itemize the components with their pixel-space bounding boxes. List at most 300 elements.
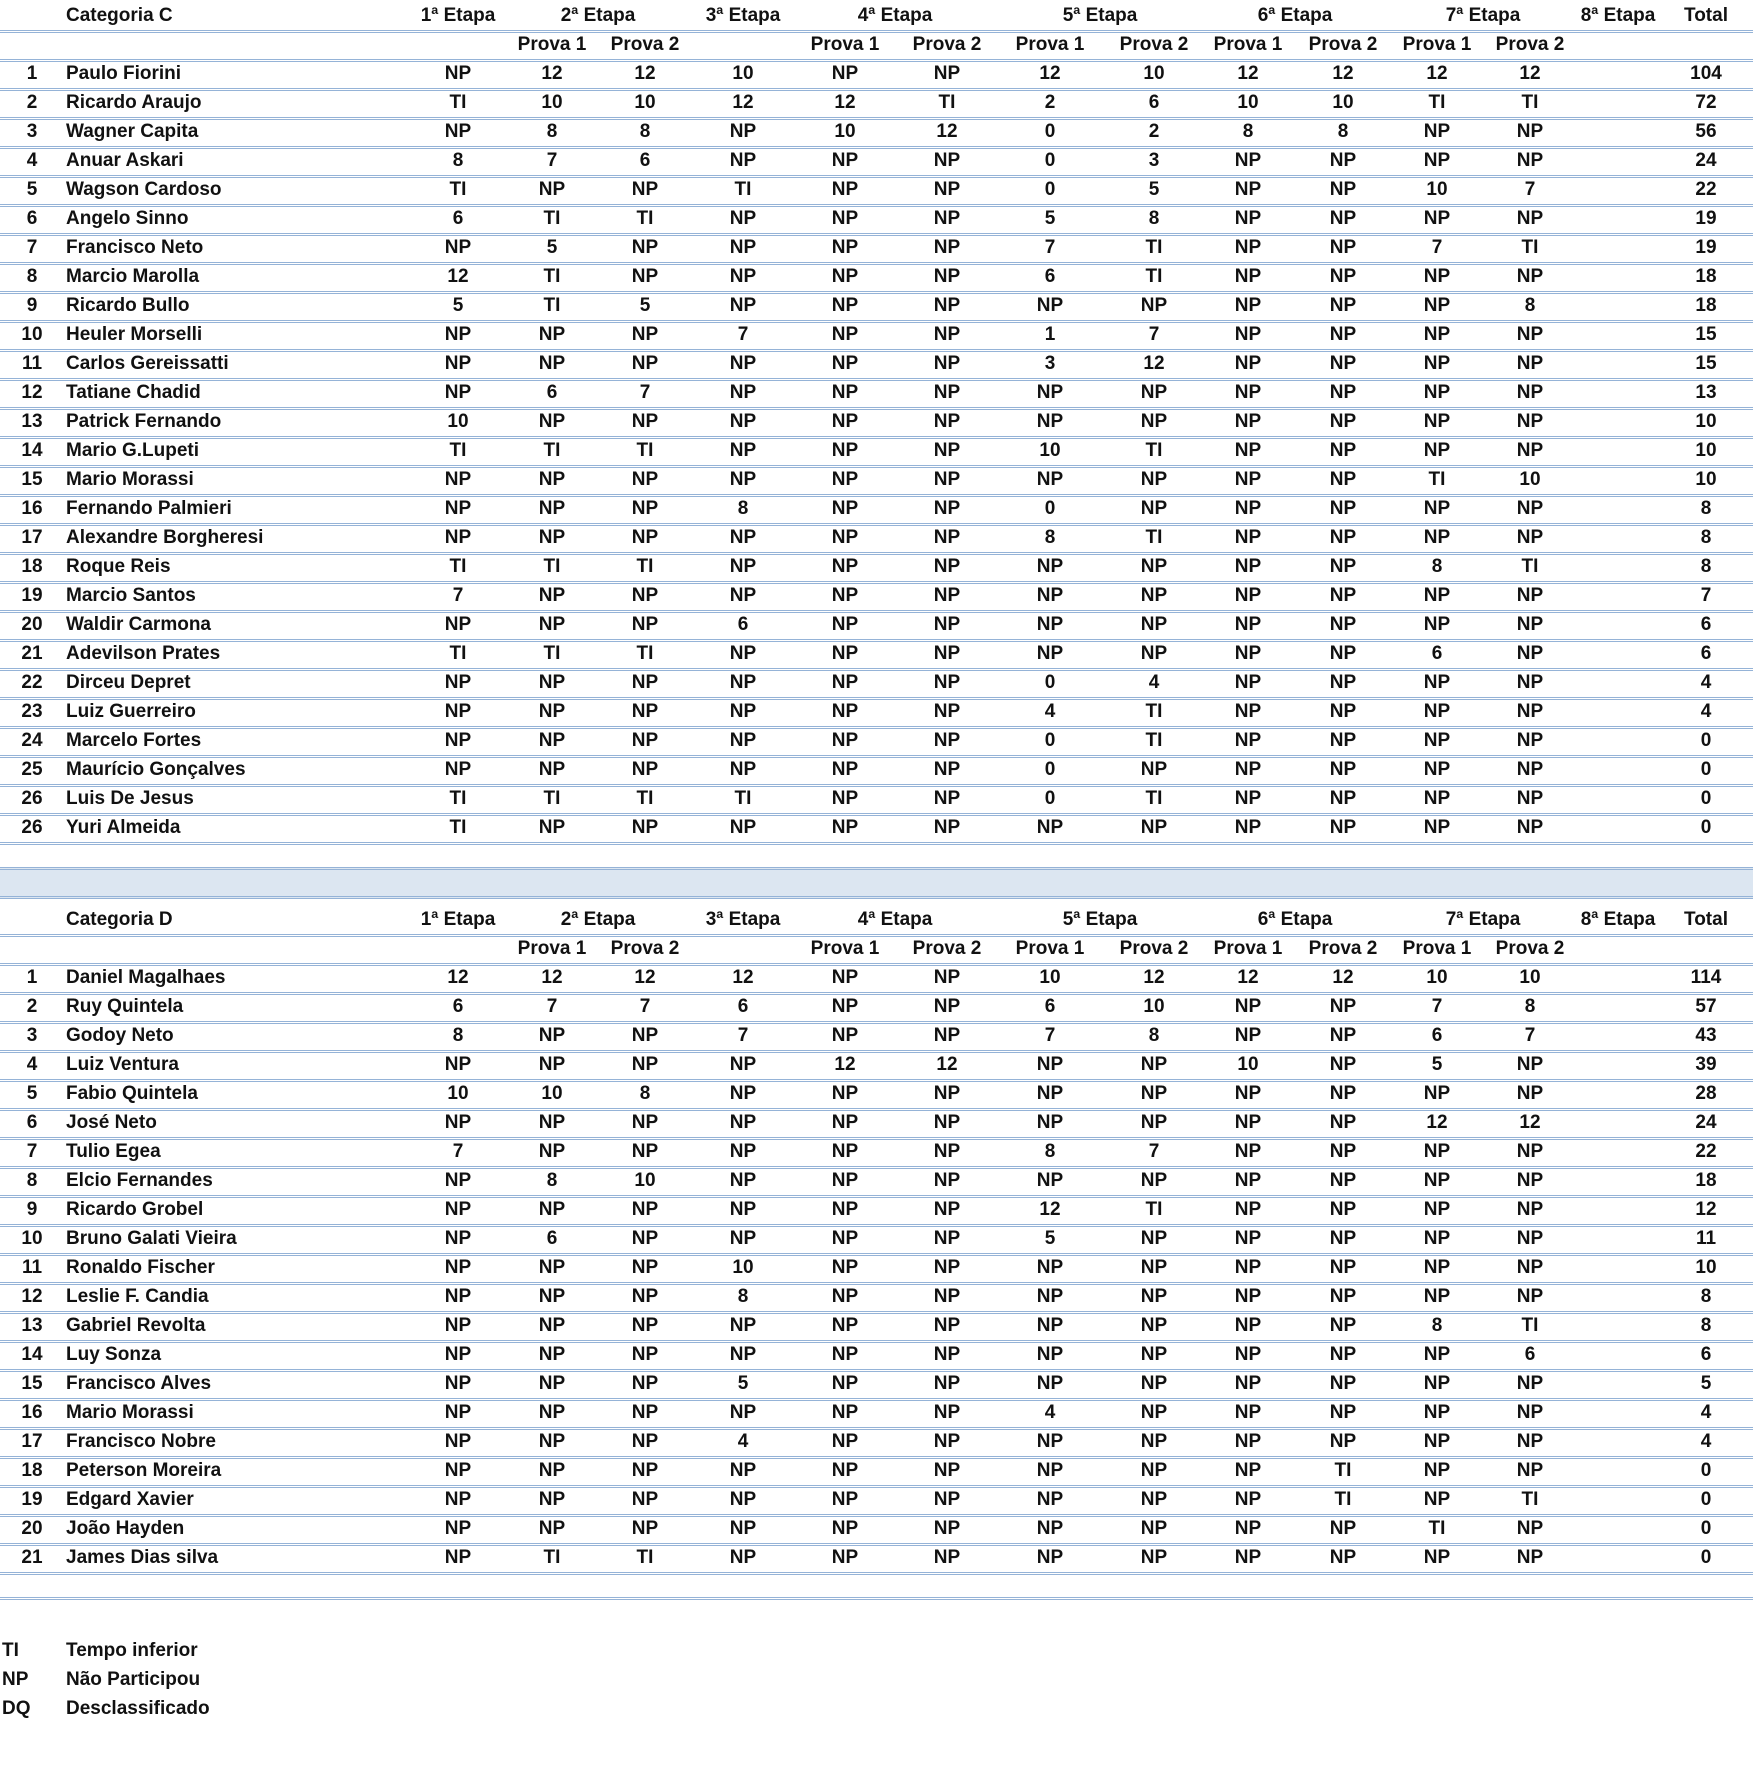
total-cell: 114 — [1690, 967, 1722, 988]
score-cell: NP — [1516, 1257, 1544, 1278]
score-cell: NP — [444, 701, 472, 722]
score-cell: NP — [831, 469, 859, 490]
score-cell: NP — [729, 1141, 757, 1162]
score-cell: NP — [1036, 1315, 1064, 1336]
table-row — [0, 146, 1753, 178]
score-cell: NP — [1036, 614, 1064, 635]
rank-cell: 18 — [21, 1460, 43, 1481]
score-cell: NP — [933, 1315, 961, 1336]
score-cell: 8 — [546, 121, 558, 142]
score-cell: NP — [444, 1054, 472, 1075]
score-cell: NP — [933, 1228, 961, 1249]
score-cell: TI — [543, 556, 561, 577]
score-cell: 10 — [1039, 967, 1061, 988]
prova-header: Prova 2 — [610, 34, 680, 55]
score-cell: NP — [538, 759, 566, 780]
score-cell: NP — [933, 1083, 961, 1104]
rank-cell: 11 — [21, 353, 43, 374]
score-cell: NP — [631, 1344, 659, 1365]
score-cell: NP — [1423, 498, 1451, 519]
total-cell: 4 — [1700, 1431, 1712, 1452]
score-cell: NP — [1234, 1547, 1262, 1568]
score-cell: NP — [729, 295, 757, 316]
score-cell: NP — [1516, 817, 1544, 838]
score-cell: NP — [831, 1199, 859, 1220]
score-cell: 1 — [1044, 324, 1056, 345]
table-row — [0, 813, 1753, 845]
score-cell: NP — [631, 730, 659, 751]
score-cell: 7 — [639, 382, 651, 403]
prova-header: Prova 1 — [1402, 938, 1472, 959]
score-cell: 10 — [1426, 967, 1448, 988]
score-cell: NP — [1516, 1170, 1544, 1191]
driver-name: Tulio Egea — [66, 1141, 161, 1162]
score-cell: NP — [1516, 701, 1544, 722]
score-cell: NP — [1329, 353, 1357, 374]
score-cell: NP — [933, 817, 961, 838]
table-row — [0, 1021, 1753, 1053]
total-cell: 0 — [1700, 1547, 1712, 1568]
score-cell: NP — [1516, 1518, 1544, 1539]
score-cell: NP — [1234, 1286, 1262, 1307]
score-cell: NP — [631, 1315, 659, 1336]
score-cell: NP — [1140, 1112, 1168, 1133]
driver-name: João Hayden — [66, 1518, 185, 1539]
driver-name: Francisco Alves — [66, 1373, 212, 1394]
category-title: Categoria C — [66, 5, 173, 26]
score-cell: NP — [933, 701, 961, 722]
score-cell: 6 — [452, 996, 464, 1017]
score-cell: NP — [1516, 266, 1544, 287]
score-cell: NP — [1140, 614, 1168, 635]
score-cell: NP — [444, 759, 472, 780]
score-cell: NP — [933, 730, 961, 751]
score-cell: NP — [1423, 295, 1451, 316]
prova-header: Prova 1 — [1402, 34, 1472, 55]
score-cell: NP — [1329, 1373, 1357, 1394]
score-cell: NP — [933, 295, 961, 316]
total-cell: 24 — [1695, 150, 1717, 171]
table-row — [0, 1514, 1753, 1546]
total-cell: 6 — [1700, 614, 1712, 635]
score-cell: NP — [729, 440, 757, 461]
total-cell: 39 — [1695, 1054, 1717, 1075]
score-cell: NP — [1036, 1257, 1064, 1278]
score-cell: NP — [933, 556, 961, 577]
score-cell: TI — [449, 440, 467, 461]
score-cell: NP — [831, 1112, 859, 1133]
score-cell: NP — [538, 817, 566, 838]
rank-cell: 2 — [26, 996, 38, 1017]
score-cell: NP — [1516, 121, 1544, 142]
table-row — [0, 1166, 1753, 1198]
score-cell: NP — [631, 324, 659, 345]
score-cell: NP — [1423, 730, 1451, 751]
score-cell: NP — [933, 150, 961, 171]
score-cell: 6 — [546, 382, 558, 403]
score-cell: NP — [538, 1199, 566, 1220]
score-cell: NP — [1140, 411, 1168, 432]
score-cell: NP — [1234, 556, 1262, 577]
score-cell: TI — [1428, 1518, 1446, 1539]
score-cell: NP — [1329, 324, 1357, 345]
score-cell: TI — [1334, 1489, 1352, 1510]
score-cell: NP — [444, 1315, 472, 1336]
rank-cell: 14 — [21, 440, 43, 461]
total-cell: 0 — [1700, 730, 1712, 751]
score-cell: TI — [636, 556, 654, 577]
table-row — [0, 59, 1753, 91]
score-cell: NP — [631, 527, 659, 548]
score-cell: 8 — [1524, 996, 1536, 1017]
score-cell: NP — [1234, 498, 1262, 519]
score-cell: NP — [933, 382, 961, 403]
score-cell: NP — [444, 1257, 472, 1278]
score-cell: NP — [1140, 1286, 1168, 1307]
score-cell: 0 — [1044, 788, 1056, 809]
score-cell: 3 — [1044, 353, 1056, 374]
score-cell: NP — [1329, 759, 1357, 780]
score-cell: 10 — [1237, 1054, 1259, 1075]
rank-cell: 12 — [21, 1286, 43, 1307]
rank-cell: 10 — [21, 1228, 43, 1249]
total-cell: 10 — [1695, 440, 1717, 461]
score-cell: NP — [831, 1431, 859, 1452]
score-cell: TI — [1521, 92, 1539, 113]
score-cell: NP — [1423, 1344, 1451, 1365]
score-cell: 10 — [634, 1170, 656, 1191]
etapa-header: 6ª Etapa — [1257, 5, 1333, 26]
score-cell: NP — [538, 1460, 566, 1481]
score-cell: NP — [538, 672, 566, 693]
score-cell: NP — [831, 440, 859, 461]
total-cell: 8 — [1700, 1286, 1712, 1307]
score-cell: 12 — [936, 1054, 958, 1075]
score-cell: NP — [538, 1025, 566, 1046]
score-cell: NP — [1234, 353, 1262, 374]
score-cell: NP — [1329, 295, 1357, 316]
score-cell: NP — [831, 1083, 859, 1104]
table-row — [0, 784, 1753, 816]
score-cell: 12 — [1039, 63, 1061, 84]
score-cell: NP — [1329, 150, 1357, 171]
rank-cell: 13 — [21, 411, 43, 432]
table-row — [0, 992, 1753, 1024]
table-row — [0, 1108, 1753, 1140]
score-cell: 0 — [1044, 730, 1056, 751]
score-cell: NP — [1516, 1199, 1544, 1220]
total-cell: 8 — [1700, 498, 1712, 519]
rank-cell: 22 — [21, 672, 43, 693]
score-cell: NP — [729, 382, 757, 403]
score-cell: 6 — [546, 1228, 558, 1249]
score-cell: NP — [538, 1373, 566, 1394]
score-cell: 12 — [541, 63, 563, 84]
score-cell: NP — [631, 701, 659, 722]
total-cell: 18 — [1695, 266, 1717, 287]
score-cell: 10 — [1519, 967, 1541, 988]
table-row — [0, 610, 1753, 642]
etapa-header: 3ª Etapa — [705, 909, 781, 930]
score-cell: NP — [1423, 353, 1451, 374]
score-cell: NP — [1234, 996, 1262, 1017]
score-cell: NP — [1329, 1518, 1357, 1539]
total-header: Total — [1684, 5, 1728, 26]
score-cell: 6 — [1431, 643, 1443, 664]
prova-header: Prova 1 — [1015, 34, 1085, 55]
score-cell: NP — [1329, 1547, 1357, 1568]
score-cell: NP — [1423, 440, 1451, 461]
score-cell: NP — [1140, 1402, 1168, 1423]
score-cell: TI — [734, 179, 752, 200]
total-cell: 12 — [1695, 1199, 1717, 1220]
score-cell: 12 — [732, 967, 754, 988]
score-cell: NP — [729, 643, 757, 664]
driver-name: Ruy Quintela — [66, 996, 184, 1017]
score-cell: TI — [1521, 1489, 1539, 1510]
score-cell: NP — [933, 237, 961, 258]
score-cell: 8 — [1148, 208, 1160, 229]
score-cell: NP — [1423, 527, 1451, 548]
score-cell: NP — [1234, 150, 1262, 171]
table-row — [0, 1079, 1753, 1111]
score-cell: NP — [831, 1373, 859, 1394]
score-cell: NP — [1036, 1112, 1064, 1133]
prova-header: Prova 1 — [517, 34, 587, 55]
total-cell: 10 — [1695, 1257, 1717, 1278]
score-cell: NP — [1423, 1170, 1451, 1191]
score-cell: NP — [631, 1518, 659, 1539]
score-cell: NP — [1234, 585, 1262, 606]
score-cell: NP — [933, 353, 961, 374]
rank-cell: 14 — [21, 1344, 43, 1365]
table-row — [0, 204, 1753, 236]
score-cell: NP — [831, 179, 859, 200]
score-cell: NP — [831, 585, 859, 606]
score-cell: NP — [1423, 1373, 1451, 1394]
score-cell: NP — [831, 266, 859, 287]
driver-name: Carlos Gereissatti — [66, 353, 229, 374]
score-cell: 0 — [1044, 150, 1056, 171]
score-cell: NP — [933, 643, 961, 664]
score-cell: TI — [449, 788, 467, 809]
score-cell: 12 — [1143, 967, 1165, 988]
category-separator-band — [0, 867, 1753, 899]
score-cell: 6 — [737, 614, 749, 635]
score-cell: NP — [1234, 614, 1262, 635]
score-cell: NP — [933, 1373, 961, 1394]
score-cell: NP — [1036, 817, 1064, 838]
legend-code: DQ — [2, 1698, 31, 1719]
score-cell: 6 — [1431, 1025, 1443, 1046]
prova-header: Prova 1 — [810, 938, 880, 959]
score-cell: NP — [444, 382, 472, 403]
table-row — [0, 1282, 1753, 1314]
score-cell: NP — [1329, 1054, 1357, 1075]
prova-header: Prova 2 — [1495, 938, 1565, 959]
score-cell: NP — [1516, 788, 1544, 809]
score-cell: NP — [1234, 1141, 1262, 1162]
rank-cell: 12 — [21, 382, 43, 403]
score-cell: 8 — [452, 150, 464, 171]
score-cell: TI — [449, 92, 467, 113]
score-cell: NP — [631, 672, 659, 693]
score-cell: 0 — [1044, 759, 1056, 780]
table-row — [0, 291, 1753, 323]
score-cell: 7 — [546, 150, 558, 171]
table-row — [0, 668, 1753, 700]
score-cell: 12 — [1039, 1199, 1061, 1220]
score-cell: NP — [1329, 1141, 1357, 1162]
score-cell: TI — [636, 440, 654, 461]
score-cell: NP — [933, 1170, 961, 1191]
score-cell: NP — [631, 1199, 659, 1220]
driver-name: Waldir Carmona — [66, 614, 211, 635]
score-cell: NP — [1516, 730, 1544, 751]
table-row — [0, 1340, 1753, 1372]
table-row — [0, 1369, 1753, 1401]
score-cell: NP — [1423, 1286, 1451, 1307]
score-cell: NP — [1516, 643, 1544, 664]
driver-name: Wagner Capita — [66, 121, 199, 142]
rank-cell: 7 — [26, 1141, 38, 1162]
score-cell: NP — [444, 1286, 472, 1307]
total-cell: 4 — [1700, 672, 1712, 693]
prova-header: Prova 1 — [1015, 938, 1085, 959]
score-cell: 6 — [1148, 92, 1160, 113]
total-cell: 18 — [1695, 1170, 1717, 1191]
score-cell: NP — [444, 121, 472, 142]
score-cell: NP — [729, 1170, 757, 1191]
score-cell: NP — [631, 353, 659, 374]
score-cell: NP — [933, 179, 961, 200]
score-cell: NP — [729, 1547, 757, 1568]
score-cell: 7 — [1524, 179, 1536, 200]
score-cell: NP — [1140, 1170, 1168, 1191]
driver-name: Mario G.Lupeti — [66, 440, 199, 461]
score-cell: NP — [631, 1112, 659, 1133]
score-cell: NP — [1234, 643, 1262, 664]
score-cell: 12 — [1519, 1112, 1541, 1133]
score-cell: NP — [1516, 324, 1544, 345]
driver-name: Patrick Fernando — [66, 411, 222, 432]
prova-header: Prova 2 — [912, 938, 982, 959]
score-cell: NP — [1140, 1489, 1168, 1510]
score-cell: 6 — [737, 996, 749, 1017]
score-cell: NP — [1423, 324, 1451, 345]
table-row — [0, 1485, 1753, 1517]
score-cell: NP — [1234, 179, 1262, 200]
score-cell: NP — [1329, 1083, 1357, 1104]
driver-name: Leslie F. Candia — [66, 1286, 209, 1307]
rank-cell: 18 — [21, 556, 43, 577]
score-cell: 12 — [732, 92, 754, 113]
score-cell: TI — [1145, 266, 1163, 287]
score-cell: NP — [933, 759, 961, 780]
score-cell: NP — [933, 1518, 961, 1539]
score-cell: NP — [631, 179, 659, 200]
score-cell: NP — [933, 324, 961, 345]
score-cell: 12 — [1519, 63, 1541, 84]
score-cell: NP — [1423, 1402, 1451, 1423]
score-cell: NP — [1036, 382, 1064, 403]
score-cell: NP — [538, 730, 566, 751]
score-cell: NP — [1036, 1344, 1064, 1365]
score-cell: NP — [933, 672, 961, 693]
total-cell: 28 — [1695, 1083, 1717, 1104]
score-cell: NP — [933, 1286, 961, 1307]
score-cell: NP — [729, 121, 757, 142]
total-cell: 57 — [1695, 996, 1717, 1017]
score-cell: NP — [1234, 1025, 1262, 1046]
score-cell: NP — [729, 1054, 757, 1075]
score-cell: NP — [1140, 1518, 1168, 1539]
score-cell: NP — [933, 1460, 961, 1481]
score-cell: NP — [933, 1489, 961, 1510]
score-cell: 0 — [1044, 179, 1056, 200]
score-cell: NP — [1036, 1431, 1064, 1452]
score-cell: 12 — [447, 266, 469, 287]
score-cell: NP — [1329, 1344, 1357, 1365]
score-cell: NP — [1516, 440, 1544, 461]
total-cell: 11 — [1695, 1228, 1717, 1249]
score-cell: NP — [1516, 353, 1544, 374]
total-cell: 8 — [1700, 527, 1712, 548]
score-cell: NP — [831, 498, 859, 519]
score-cell: NP — [831, 1489, 859, 1510]
total-cell: 0 — [1700, 759, 1712, 780]
score-cell: NP — [729, 1344, 757, 1365]
score-cell: NP — [933, 1112, 961, 1133]
score-cell: NP — [1329, 498, 1357, 519]
score-cell: NP — [831, 1344, 859, 1365]
driver-name: Angelo Sinno — [66, 208, 189, 229]
score-cell: 10 — [1426, 179, 1448, 200]
driver-name: Ricardo Araujo — [66, 92, 202, 113]
table-row — [0, 1137, 1753, 1169]
score-cell: 7 — [1524, 1025, 1536, 1046]
score-cell: NP — [1423, 382, 1451, 403]
score-cell: NP — [1329, 1112, 1357, 1133]
score-cell: NP — [1329, 1170, 1357, 1191]
score-cell: 8 — [737, 498, 749, 519]
total-cell: 6 — [1700, 643, 1712, 664]
table-row — [0, 726, 1753, 758]
score-cell: NP — [1516, 614, 1544, 635]
score-cell: 8 — [1242, 121, 1254, 142]
score-cell: TI — [1428, 469, 1446, 490]
score-cell: 6 — [1524, 1344, 1536, 1365]
score-cell: NP — [933, 1402, 961, 1423]
score-cell: TI — [1145, 237, 1163, 258]
rank-cell: 16 — [21, 1402, 43, 1423]
score-cell: NP — [831, 672, 859, 693]
score-cell: NP — [933, 585, 961, 606]
table-row — [0, 494, 1753, 526]
score-cell: 8 — [1431, 556, 1443, 577]
score-cell: NP — [1516, 1373, 1544, 1394]
score-cell: NP — [831, 1257, 859, 1278]
table-row — [0, 465, 1753, 497]
rank-cell: 26 — [21, 788, 43, 809]
score-cell: NP — [831, 353, 859, 374]
score-cell: 0 — [1044, 498, 1056, 519]
score-cell: TI — [449, 556, 467, 577]
score-cell: NP — [1423, 672, 1451, 693]
score-cell: NP — [1329, 643, 1357, 664]
rank-cell: 17 — [21, 1431, 43, 1452]
total-cell: 56 — [1695, 121, 1717, 142]
